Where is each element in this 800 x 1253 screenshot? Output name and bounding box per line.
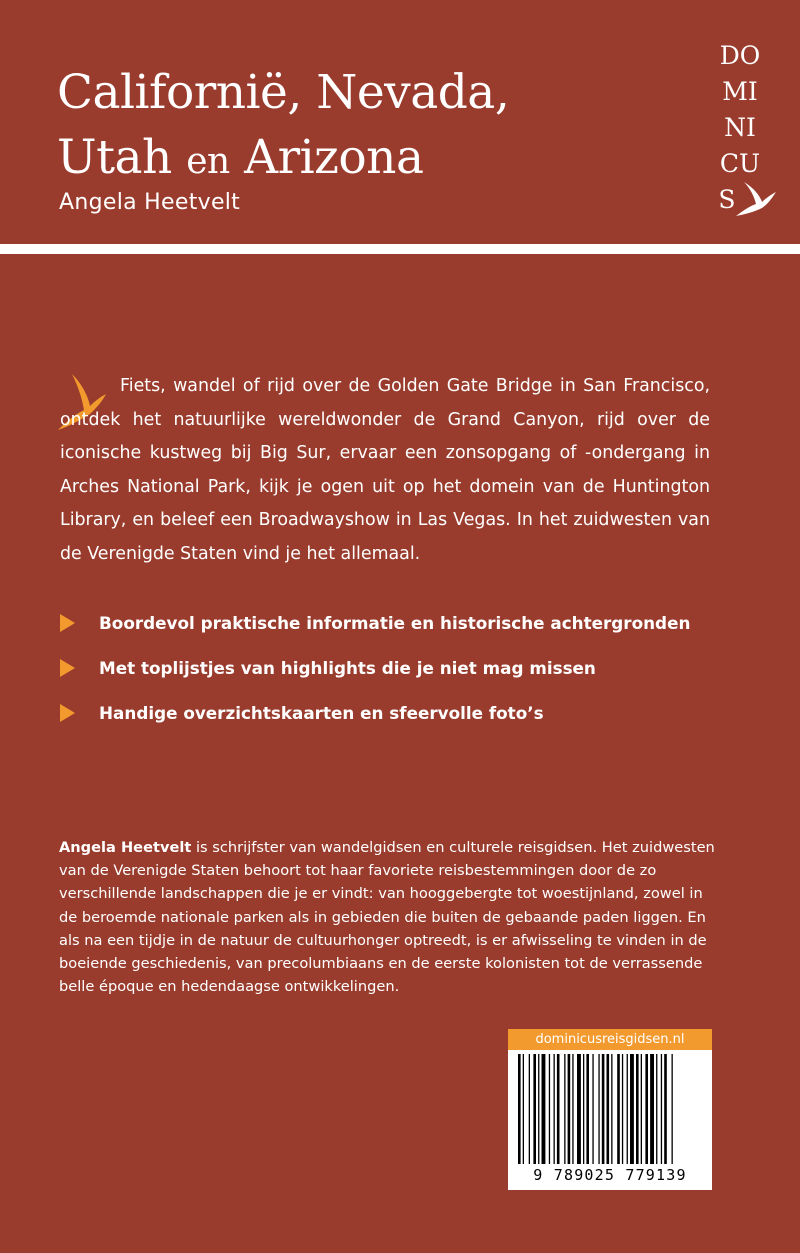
bio-text: is schrijfster van wandelgidsen en culturele reisgidsen. Het zuidwesten van de Verenigde Staten behoort tot haar favoriete reisbestemmingen door de zo verschillende landschappen die je er vindt: van hooggebergte tot woestijnland, zowel in de beroemde nationale parken als in gebieden die buiten de gebaande paden liggen. En als na een tijdje in de natuur de cultuurhonger optreedt, is er afwisseling te vinden in de boeiende geschiedenis, van precolumbiaans en de eerste kolonisten tot de verrassende belle époque en hedendaagse ontwikkelingen. bbox=[59, 839, 715, 996]
barcode-bar bbox=[523, 1054, 524, 1164]
isbn-number: 9 789025 779139 bbox=[533, 1166, 687, 1184]
feature-text: Handige overzichtskaarten en sfeervolle foto’s bbox=[99, 702, 544, 723]
barcode-bar bbox=[564, 1054, 565, 1164]
barcode-bar bbox=[602, 1054, 605, 1164]
title-line-1: Californië, Nevada, bbox=[57, 65, 510, 120]
feature-item bbox=[60, 645, 760, 690]
barcode-bar bbox=[529, 1054, 530, 1164]
barcode-bar bbox=[542, 1054, 546, 1164]
logo-row-2: MI bbox=[722, 77, 758, 106]
triangle-bullet-icon bbox=[60, 659, 75, 677]
barcode-bar bbox=[568, 1054, 571, 1164]
author-name: Angela Heetvelt bbox=[59, 190, 241, 215]
barcode-bar bbox=[664, 1054, 667, 1164]
title-utah: Utah bbox=[57, 130, 187, 185]
barcode-bar bbox=[661, 1054, 662, 1164]
barcode-bar bbox=[645, 1054, 648, 1164]
barcode-bar bbox=[650, 1054, 654, 1164]
header-divider bbox=[0, 244, 800, 254]
logo-row-4: CU bbox=[719, 149, 761, 178]
author-bio bbox=[59, 836, 719, 998]
barcode-bar bbox=[557, 1054, 560, 1164]
barcode-bar bbox=[518, 1054, 521, 1164]
intro-paragraph: Fiets, wandel of rijd over de Golden Gate Bridge in San Francisco, ontdek het natuurlijke wereldwonder de Grand Canyon, rijd over de iconische kustweg bij Big Sur, ervaar een zonsopgang of -ondergang in Arches National Park, kijk je ogen uit op het domein van de Huntington Library, en beleef een Broadwayshow in Las Vegas. In het zuidwesten van de Verenigde Staten vind je het allemaal. bbox=[60, 376, 710, 564]
barcode-bar bbox=[611, 1054, 612, 1164]
barcode-bar bbox=[586, 1054, 589, 1164]
barcode-bar bbox=[656, 1054, 657, 1164]
barcode bbox=[508, 1050, 712, 1190]
barcode-bar bbox=[607, 1054, 610, 1164]
feature-list bbox=[60, 600, 760, 735]
barcode-bar bbox=[533, 1054, 536, 1164]
barcode-bars bbox=[516, 1054, 704, 1164]
header-band bbox=[0, 0, 800, 244]
feature-text: Met toplijstjes van highlights die je niet mag missen bbox=[99, 657, 596, 678]
barcode-bar bbox=[672, 1054, 673, 1164]
barcode-bar bbox=[583, 1054, 584, 1164]
logo-row-3: NI bbox=[724, 113, 756, 142]
barcode-bar bbox=[598, 1054, 599, 1164]
bio-author-name: Angela Heetvelt bbox=[59, 839, 192, 856]
barcode-bar bbox=[554, 1054, 555, 1164]
triangle-bullet-icon bbox=[60, 614, 75, 632]
triangle-bullet-icon bbox=[60, 704, 75, 722]
barcode-bar bbox=[577, 1054, 581, 1164]
barcode-bar bbox=[630, 1054, 634, 1164]
barcode-bar bbox=[572, 1054, 573, 1164]
book-title bbox=[57, 60, 509, 194]
barcode-bar bbox=[592, 1054, 593, 1164]
logo-row-5: S bbox=[718, 185, 736, 214]
barcode-bar bbox=[549, 1054, 550, 1164]
barcode-bar bbox=[538, 1054, 539, 1164]
title-line-2 bbox=[57, 125, 509, 194]
barcode-bar bbox=[627, 1054, 628, 1164]
logo-bird-icon bbox=[734, 180, 778, 220]
title-en: en bbox=[186, 141, 230, 182]
barcode-bar bbox=[617, 1054, 620, 1164]
barcode-bar bbox=[641, 1054, 642, 1164]
barcode-bar bbox=[622, 1054, 623, 1164]
barcode-bar bbox=[636, 1054, 639, 1164]
feature-item bbox=[60, 600, 760, 645]
feature-item bbox=[60, 690, 760, 735]
feature-text: Boordevol praktische informatie en historische achtergronden bbox=[99, 612, 691, 633]
title-arizona: Arizona bbox=[229, 130, 424, 185]
logo-row-1: DO bbox=[719, 41, 761, 70]
publisher-url: dominicusreisgidsen.nl bbox=[508, 1029, 712, 1050]
